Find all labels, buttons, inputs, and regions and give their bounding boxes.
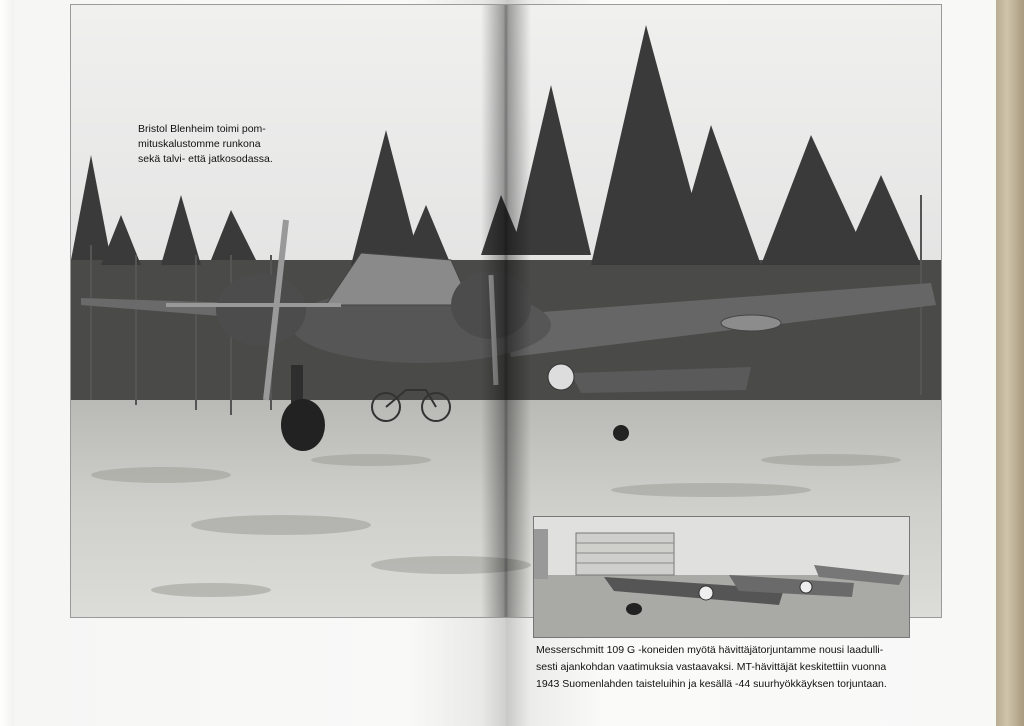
page-edge: [996, 0, 1024, 726]
caption-messerschmitt: Messerschmitt 109 G -koneiden myötä hävittäjätorjuntamme nousi laadulli- sesti ajankohdan vaatimuksia vastaavaksi. MT-hävittäjät keskitettiin vuonna 1943 Suomenlahden taisteluihin ja kesällä -44 suurhyökkäyksen torjuntaan.: [536, 644, 887, 690]
terminal-building: [576, 533, 674, 575]
messerschmitt-photo: [533, 516, 910, 638]
scanner-margin: [0, 0, 14, 726]
left-engine: [216, 274, 306, 346]
wing-roundel: [721, 315, 781, 331]
caption-blenheim: Bristol Blenheim toimi pom- mituskalustomme runkona sekä talvi- että jatkosodassa.: [138, 123, 273, 165]
gutter-shadow: [481, 5, 531, 617]
